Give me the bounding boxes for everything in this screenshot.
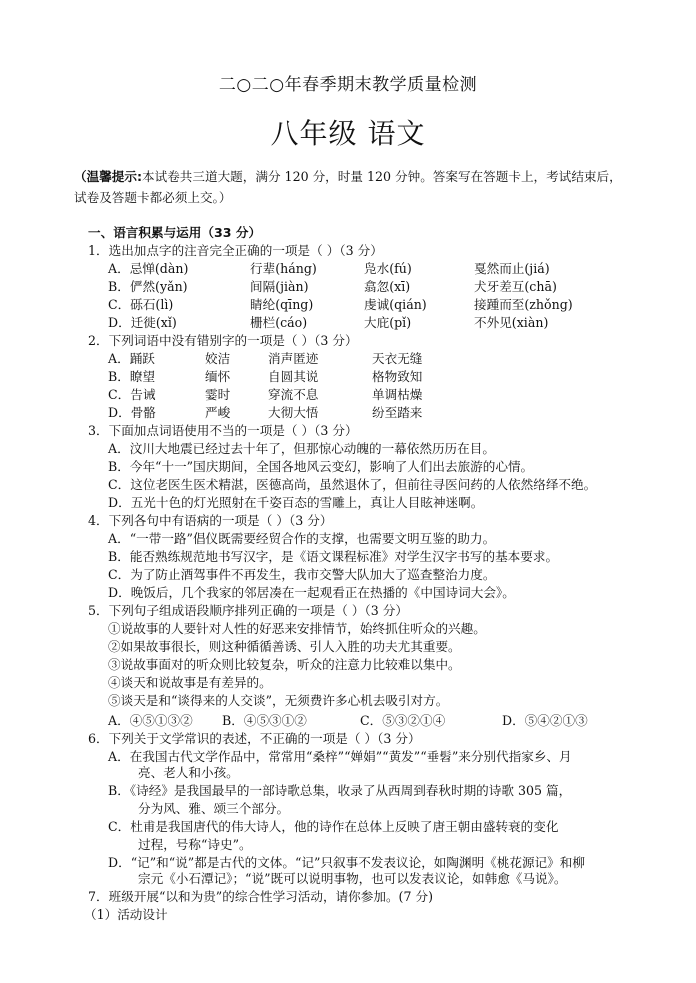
q2-option-d1: D．骨骼 [108, 405, 156, 420]
q4-option-b: B．能否熟练规范地书写汉字，是《语文课程标准》对学生汉字书写的基本要求。 [108, 549, 559, 564]
q6-option-c-cont: 过程，号称“诗史”。 [138, 837, 252, 852]
exam-title: 二○二○年春季期末教学质量检测 [218, 75, 478, 95]
q1-option-d2: 栅栏(cáo) [250, 315, 308, 330]
q1-option-b2: 间隔(jiàn) [250, 279, 309, 294]
subject-title: 八年级 语文 [270, 117, 426, 150]
q1-option-d1: D．迁徙(xǐ) [108, 315, 177, 330]
q5-choice-c: C．⑤③②①④ [360, 713, 446, 728]
tip-label: （温馨提示: [74, 169, 143, 184]
q1-option-a2: 行辈(háng) [250, 261, 317, 276]
q7-subsection: （1）活动设计 [84, 907, 168, 922]
q5-choice-b: B．④⑤③①② [222, 713, 307, 728]
q1-option-d4: 不外见(xiàn) [474, 315, 549, 330]
q6-option-b: B．《诗经》是我国最早的一部诗歌总集，收录了从西周到春秋时期的诗歌 305 篇， [108, 783, 572, 798]
q1-option-c4: 接踵而至(zhǒng) [474, 297, 573, 312]
q4-option-d: D．晚饭后，几个我家的邻居凑在一起观看正在热播的《中国诗词大会》。 [108, 585, 515, 600]
q5-choice-d: D．⑤④②①③ [502, 713, 588, 728]
q6-option-a: A．在我国古代文学作品中，常常用“桑梓”“婵娟”“黄发”“垂髫”来分别代指家乡、月 [108, 749, 572, 764]
q1-option-c3: 虔诚(qián) [364, 297, 427, 312]
q4-option-a: A．“一带一路”倡仪既需要经贸合作的支撑，也需要文明互鉴的助力。 [108, 531, 496, 546]
q1-option-b3: 翕忽(xī) [364, 279, 411, 294]
q5-item-1: ①说故事的人要针对人性的好恶来安排情节，始终抓住听众的兴趣。 [108, 621, 486, 636]
q2-option-b3: 自圆其说 [268, 369, 319, 384]
q2-option-a3: 消声匿迹 [268, 351, 319, 366]
q1-option-a3: 凫水(fú) [364, 261, 412, 276]
q2-option-b4: 格物致知 [372, 369, 423, 384]
q1-option-c2: 睛纶(qīng) [250, 297, 314, 312]
question-stem: 6．下列关于文学常识的表述，不正确的一项是（ ）（3 分） [88, 731, 421, 746]
q6-option-b-cont: 分为风、雅、颂三个部分。 [138, 801, 290, 816]
question-stem: 1．选出加点字的注音完全正确的一项是（ ）（3 分） [88, 243, 383, 258]
question-stem: 3．下面加点词语使用不当的一项是（ ）（3 分） [88, 423, 358, 438]
q2-option-c1: C．告诫 [108, 387, 156, 402]
q2-option-d2: 严峻 [205, 405, 231, 420]
exam-tip [74, 166, 634, 208]
q2-option-c3: 穿流不息 [268, 387, 319, 402]
q6-option-c: C．杜甫是我国唐代的伟大诗人，他的诗作在总体上反映了唐王朝由盛转衰的变化 [108, 819, 559, 834]
q2-option-a1: A．踊跃 [108, 351, 155, 366]
q5-item-4: ④谈天和说故事是有差异的。 [108, 675, 272, 690]
q1-option-c1: C．砾石(lì) [108, 297, 174, 312]
q5-item-5: ⑤谈天是和“谈得来的人交谈”，无须费许多心机去吸引对方。 [108, 693, 449, 708]
q2-option-c2: 霎时 [205, 387, 231, 402]
q6-option-d: D．“记”和“说”都是古代的文体。“记”只叙事不发表议论，如陶渊明《桃花源记》和柳 [108, 855, 585, 870]
q5-item-3: ③说故事面对的听众则比较复杂，听众的注意力比较难以集中。 [108, 657, 461, 672]
q2-option-a4: 天衣无缝 [372, 351, 423, 366]
q2-option-d4: 纷至踏来 [372, 405, 423, 420]
question-stem: 5．下列句子组成语段顺序排列正确的一项是（ ）（3 分） [88, 603, 408, 618]
q5-item-2: ②如果故事很长，则这种循循善诱、引人入胜的功夫尤其重要。 [108, 639, 461, 654]
q4-option-c: C．为了防止酒驾事件不再发生，我市交警大队加大了巡查整治力度。 [108, 567, 496, 582]
q1-option-b4: 犬牙差互(chā) [474, 279, 557, 294]
tip-text: 本试卷共三道大题，满分 120 分，时量 120 分钟。答案写在答题卡上，考试结束后，试卷及答题卡都必须上交。） [74, 169, 622, 205]
question-stem: 2．下列词语中没有错别字的一项是（ ）（3 分） [88, 333, 358, 348]
q2-option-c4: 单调枯燥 [372, 387, 423, 402]
q5-choice-a: A．④⑤①③② [108, 713, 193, 728]
q3-option-a: A．汶川大地震已经过去十年了，但那惊心动魄的一幕依然历历在目。 [108, 441, 495, 456]
q3-option-c: C．这位老医生医术精湛，医德高尚，虽然退休了，但前往寻医问药的人依然络绎不绝。 [108, 477, 597, 492]
q1-option-b1: B．俨然(yǎn) [108, 279, 188, 294]
q2-option-a2: 姣洁 [205, 351, 231, 366]
q3-option-b: B．今年“十一”国庆期间，全国各地风云变幻，影响了人们出去旅游的心情。 [108, 459, 534, 474]
q6-option-d-cont: 宗元《小石潭记》；“说”既可以说明事物，也可以发表议论，如韩愈《马说》。 [138, 871, 567, 886]
question-stem: 4．下列各句中有语病的一项是（ ）（3 分） [88, 513, 333, 528]
q2-option-d3: 大彻大悟 [268, 405, 319, 420]
q1-option-a1: A．忌惮(dàn) [108, 261, 189, 276]
q3-option-d: D．五光十色的灯光照射在千姿百态的雪雕上，真让人目眩神迷啊。 [108, 495, 484, 510]
question-stem: 7．班级开展“以和为贵”的综合性学习活动，请你参加。(7 分) [88, 889, 433, 904]
q6-option-a-cont: 亮、老人和小孩。 [138, 765, 239, 780]
q1-option-d3: 大庇(pǐ) [364, 315, 412, 330]
q2-option-b2: 缅怀 [205, 369, 231, 384]
q1-option-a4: 戛然而止(jiá) [474, 261, 550, 276]
section-heading: 一、语言积累与运用（33 分） [88, 225, 262, 240]
q2-option-b1: B．瞭望 [108, 369, 156, 384]
